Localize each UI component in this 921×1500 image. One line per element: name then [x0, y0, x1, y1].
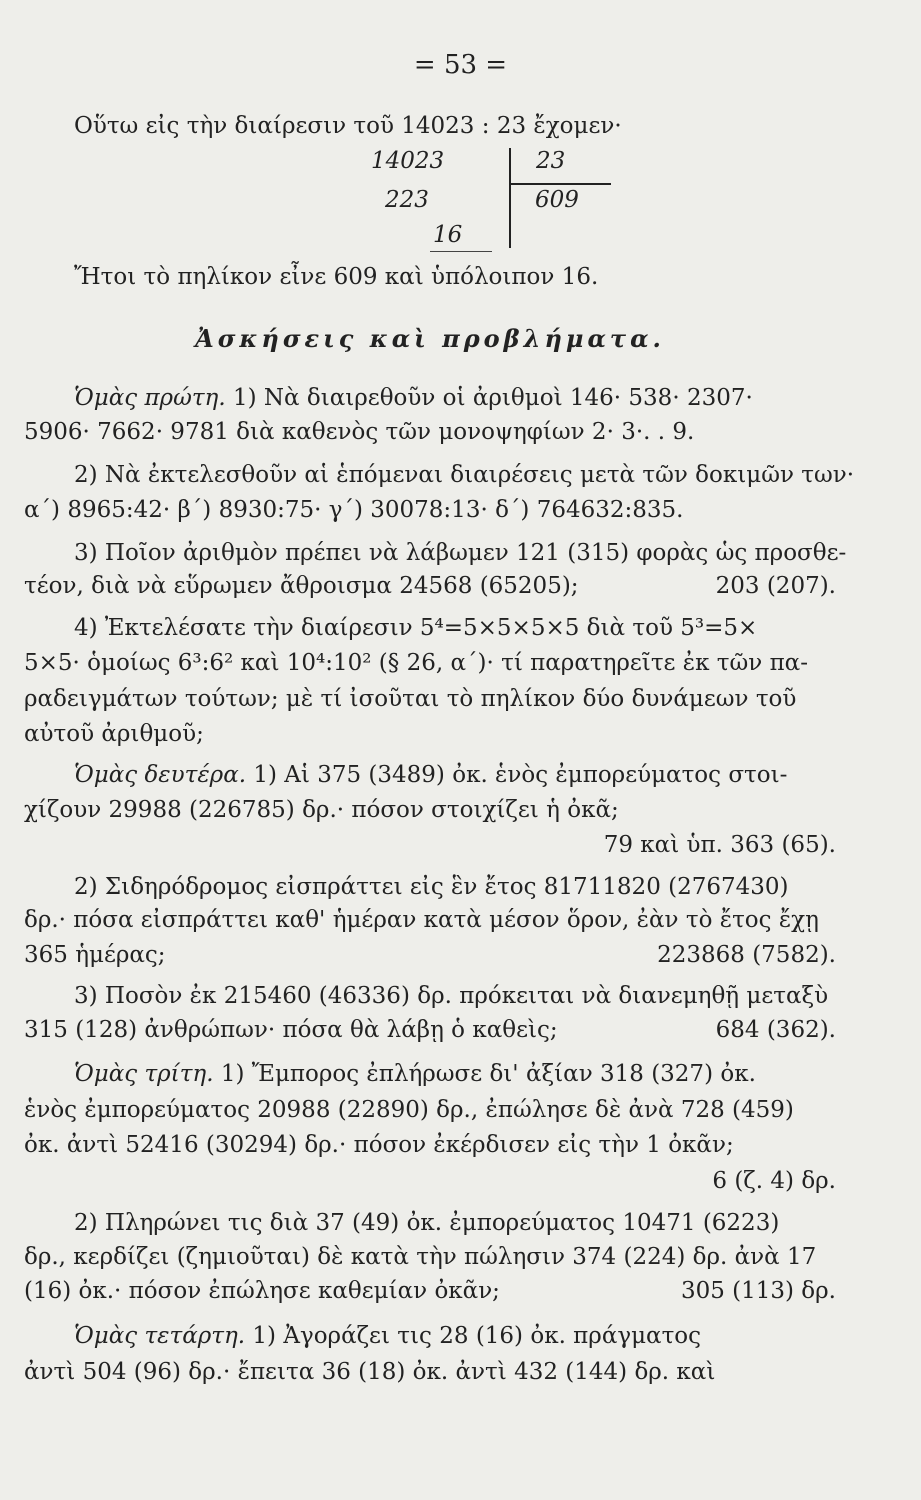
- g3-line-2: ἑνὸς ἐμπορεύματος 20988 (22890) δρ., ἐπώλησε δὲ ἀνὰ 728 (459): [24, 1097, 794, 1123]
- g2-line-6: [24, 940, 836, 970]
- answer: 6 (ζ. 4) δρ.: [712, 1168, 836, 1194]
- g4-line-1: [24, 1321, 836, 1351]
- remainder-underline: [430, 251, 492, 252]
- g4-text: 1) Ἀγοράζει τις 28 (16) ὀκ. πράγματος: [252, 1323, 702, 1349]
- result-line: Ἤτοι τὸ πηλίκον εἶνε 609 καὶ ὑπόλοιπον 16.: [74, 264, 599, 290]
- g3-text: 1) Ἔμπορος ἐπλήρωσε δι' ἀξίαν 318 (327) ὀκ.: [220, 1061, 756, 1087]
- g1-line-5: 3) Ποῖον ἀριθμὸν πρέπει νὰ λάβωμεν 121 (315) φορὰς ὡς προσθε-: [74, 540, 847, 566]
- g1-line-4: α΄) 8965:42· β΄) 8930:75· γ΄) 30078:13· δ΄) 764632:835.: [24, 497, 684, 523]
- g1-line-3: 2) Νὰ ἐκτελεσθοῦν αἱ ἑπόμεναι διαιρέσεις μετὰ τῶν δοκιμῶν των·: [74, 462, 855, 488]
- page-number: = 53 =: [413, 50, 508, 80]
- g1-text: τέον, διὰ νὰ εὕρωμεν ἄθροισμα 24568 (65205);: [24, 573, 579, 599]
- g3-line-1: [24, 1059, 836, 1089]
- g1-line-7: 4) Ἐκτελέσατε τὴν διαίρεσιν 5⁴=5×5×5×5 διὰ τοῦ 5³=5×: [74, 615, 758, 641]
- division-divisor: 23: [536, 148, 566, 174]
- g1-line-9: ραδειγμάτων τούτων; μὲ τί ἰσοῦται τὸ πηλίκον δύο δυνάμεων τοῦ: [24, 686, 797, 712]
- g2-text: 1) Αἱ 375 (3489) ὀκ. ἑνὸς ἐμπορεύματος στοι-: [253, 762, 788, 788]
- g2-line-7: 3) Ποσὸν ἐκ 215460 (46336) δρ. πρόκειται νὰ διανεμηθῇ μεταξὺ: [74, 983, 829, 1009]
- g2-line-5: δρ.· πόσα εἰσπράττει καθ' ἡμέραν κατὰ μέσον ὅρον, ἐὰν τὸ ἔτος ἔχῃ: [24, 907, 819, 933]
- g3-line-3: ὀκ. ἀντὶ 52416 (30294) δρ.· πόσον ἐκέρδισεν εἰς τὴν 1 ὀκᾶν;: [24, 1132, 734, 1158]
- g3-text: (16) ὀκ.· πόσον ἐπώλησε καθεμίαν ὀκᾶν;: [24, 1278, 500, 1304]
- group-label: Ὁμὰς τετάρτη.: [74, 1323, 246, 1349]
- answer: 79 καὶ ὑπ. 363 (65).: [603, 832, 836, 858]
- g1-line-1: [24, 383, 836, 413]
- g3-line-7: [24, 1276, 836, 1306]
- answer: 684 (362).: [715, 1017, 836, 1043]
- g1-text: 1) Νὰ διαιρεθοῦν οἱ ἀριθμοὶ 146· 538· 2307·: [232, 385, 753, 411]
- division-horizontal-rule: [509, 183, 611, 185]
- division-quotient: 609: [535, 187, 579, 213]
- answer: 305 (113) δρ.: [680, 1278, 836, 1304]
- g2-line-1: [24, 760, 836, 790]
- g1-line-8: 5×5· ὁμοίως 6³:6² καὶ 10⁴:10² (§ 26, α΄)· τί παρατηρεῖτε ἐκ τῶν πα-: [24, 650, 808, 676]
- group-label: Ὁμὰς τρίτη.: [74, 1061, 214, 1087]
- g1-line-10: αὐτοῦ ἀριθμοῦ;: [24, 721, 204, 747]
- division-dividend: 14023: [371, 148, 445, 174]
- intro-line: Οὕτω εἰς τὴν διαίρεσιν τοῦ 14023 : 23 ἔχομεν·: [74, 113, 622, 139]
- group-label: Ὁμὰς δευτέρα.: [74, 762, 247, 788]
- division-step: 223: [385, 187, 429, 213]
- division-vertical-rule: [509, 148, 511, 248]
- g2-line-4: 2) Σιδηρόδρομος εἰσπράττει εἰς ἓν ἔτος 81711820 (2767430): [74, 874, 789, 900]
- g2-text: 365 ἡμέρας;: [24, 942, 166, 968]
- answer: 223868 (7582).: [657, 942, 836, 968]
- g2-line-2: χίζουν 29988 (226785) δρ.· πόσον στοιχίζει ἡ ὀκᾶ;: [24, 797, 619, 823]
- g4-line-2: ἀντὶ 504 (96) δρ.· ἔπειτα 36 (18) ὀκ. ἀντὶ 432 (144) δρ. καὶ: [24, 1359, 716, 1385]
- group-label: Ὁμὰς πρώτη.: [74, 385, 226, 411]
- g3-line-5: 2) Πληρώνει τις διὰ 37 (49) ὀκ. ἐμπορεύματος 10471 (6223): [74, 1210, 780, 1236]
- g1-line-6: [24, 571, 836, 601]
- g2-line-8: [24, 1015, 836, 1045]
- g3-line-6: δρ., κερδίζει (ζημιοῦται) δὲ κατὰ τὴν πώλησιν 374 (224) δρ. ἀνὰ 17: [24, 1244, 817, 1270]
- answer: 203 (207).: [715, 573, 836, 599]
- g1-line-2: 5906· 7662· 9781 διὰ καθενὸς τῶν μονοψηφίων 2· 3·. . 9.: [24, 419, 695, 445]
- division-remainder: 16: [433, 222, 463, 248]
- section-title: Ἀσκήσεις καὶ προβλήματα.: [195, 324, 665, 353]
- g2-text: 315 (128) ἀνθρώπων· πόσα θὰ λάβῃ ὁ καθεὶς;: [24, 1017, 558, 1043]
